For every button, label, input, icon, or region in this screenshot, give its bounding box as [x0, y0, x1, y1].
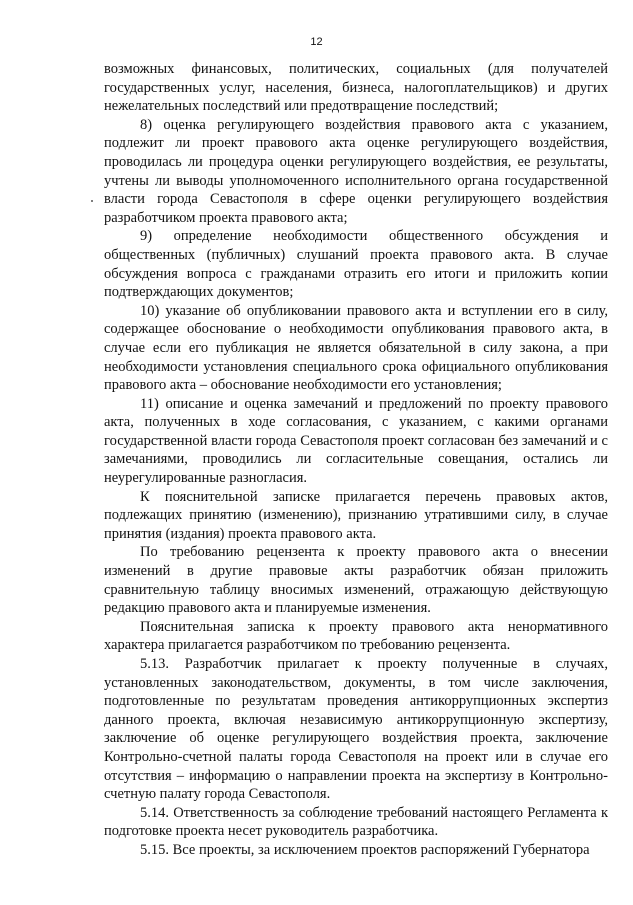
paragraph-attachment-list: К пояснительной записке прилагается перечень правовых актов, подлежащих принятию (изменению), признанию утратившими силу, в случае принятия (издания) проекта правового акта.	[104, 488, 608, 542]
scan-mark	[91, 200, 93, 202]
paragraph-continuation: возможных финансовых, политических, социальных (для получателей государственных услуг, населения, бизнеса, налогоплательщиков) и других нежелательных последствий или предотвращение последствий;	[104, 61, 608, 115]
paragraph-5-13: 5.13. Разработчик прилагает к проекту полученные в случаях, установленных законодательством, документы, в том числе заключения, подготовленные по результатам проведения антикоррупционных экспертиз данного проекта, включая независимую антикоррупционную экспертизу, заключение об оценке регулирующего воздействия проекта, заключение Контрольно-счетной палаты города Севастополя на проект или в случае его отсутствия – информацию о направлении проекта на экспертизу в Контрольно-счетную палату города Севастополя.	[104, 656, 608, 803]
document-body	[104, 60, 608, 860]
paragraph-item-10: 10) указание об опубликовании правового акта и вступлении его в силу, содержащее обоснование о необходимости опубликования правового акта, в случае если его публикация не является обязательной в силу закона, а при необходимости установления специального срока официального опубликования правового акта – обоснование необходимости его установления;	[104, 302, 608, 394]
paragraph-item-8: 8) оценка регулирующего воздействия правового акта с указанием, подлежит ли проект правового акта оценке регулирующего воздействия, проводилась ли процедура оценки регулирующего воздействия, ее результаты, учтены ли выводы уполномоченного исполнительного органа государственной власти города Севастополя в сфере оценки регулирующего воздействия разработчиком проекта правового акта;	[104, 116, 608, 226]
paragraph-item-11: 11) описание и оценка замечаний и предложений по проекту правового акта, полученных в ходе согласования, с указанием, с какими органами государственной власти города Севастополя проект согласован без замечаний и с замечаниями, проводились ли согласительные совещания, остались ли неурегулированные разногласия.	[104, 395, 608, 487]
paragraph-non-normative-note: Пояснительная записка к проекту правового акта ненормативного характера прилагается разработчиком по требованию рецензента.	[104, 618, 608, 654]
paragraph-5-15: 5.15. Все проекты, за исключением проектов распоряжений Губернатора	[140, 841, 590, 858]
page-number: 12	[310, 36, 323, 48]
paragraph-comparison-table: По требованию рецензента к проекту правового акта о внесении изменений в другие правовые акты разработчик обязан приложить сравнительную таблицу вносимых изменений, отражающую действующую редакцию правового акта и планируемые изменения.	[104, 544, 608, 617]
paragraph-item-9: 9) определение необходимости общественного обсуждения и общественных (публичных) слушаний проекта правового акта. В случае обсуждения вопроса с гражданами отразить его итоги и приложить копии подтверждающих документов;	[104, 228, 608, 301]
paragraph-5-14: 5.14. Ответственность за соблюдение требований настоящего Регламента к подготовке проекта несет руководитель разработчика.	[104, 804, 608, 840]
